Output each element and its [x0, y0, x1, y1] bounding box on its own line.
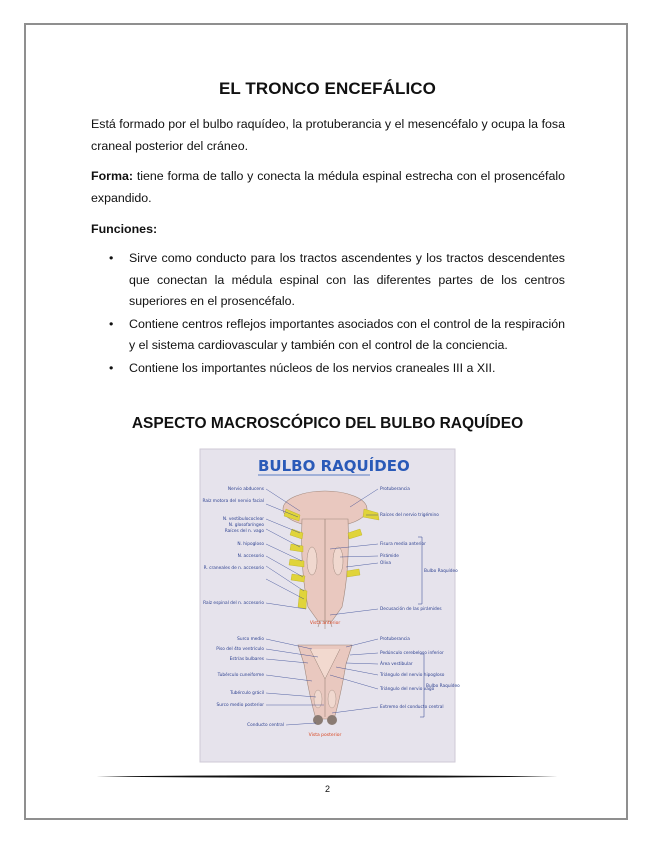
- funciones-list: [91, 248, 565, 380]
- svg-text:Decusación de las pirámides: Decusación de las pirámides: [380, 607, 442, 612]
- forma-text: tiene forma de tallo y conecta la médula espinal estrecha con el prosencéfalo expandido.: [91, 169, 565, 205]
- svg-text:R. craneales de n. accesorio: R. craneales de n. accesorio: [203, 566, 264, 571]
- forma-paragraph: [91, 165, 565, 209]
- svg-text:Protuberancia: Protuberancia: [380, 487, 410, 492]
- svg-text:N. accesorio: N. accesorio: [237, 554, 264, 559]
- footer-rule: [96, 775, 558, 778]
- page-title: EL TRONCO ENCEFÁLICO: [218, 79, 437, 98]
- svg-text:Tubérculo grácil: Tubérculo grácil: [230, 691, 264, 696]
- svg-text:Surco medio posterior: Surco medio posterior: [216, 703, 264, 708]
- svg-text:Triángulo del nervio hipogloso: Triángulo del nervio hipogloso: [380, 673, 445, 678]
- section-subtitle: ASPECTO MACROSCÓPICO DEL BULBO RAQUÍDEO: [131, 415, 524, 432]
- funcion-item: • Contiene los importantes núcleos de los nervios craneales III a XII.: [91, 358, 565, 380]
- funciones-heading: Funciones:: [91, 222, 158, 236]
- page-number: 2: [324, 784, 330, 794]
- medulla-oblongata-figure: [200, 449, 460, 762]
- svg-text:Nervio abducens: Nervio abducens: [227, 487, 264, 492]
- svg-text:Tubérculo cuneiforme: Tubérculo cuneiforme: [217, 673, 264, 678]
- svg-text:Raíces del nervio trigémino: Raíces del nervio trigémino: [380, 513, 439, 518]
- svg-text:Surco medio: Surco medio: [237, 637, 264, 642]
- svg-text:Piso del 4to ventrículo: Piso del 4to ventrículo: [216, 647, 264, 652]
- svg-text:Raíces del n. vago: Raíces del n. vago: [224, 529, 264, 534]
- svg-text:Fisura media anterior: Fisura media anterior: [380, 542, 426, 547]
- funcion-item: • Contiene centros reflejos importantes asociados con el control de la respiración y el sistema cardiovascular y también con el control de la conciencia.: [91, 314, 565, 357]
- svg-text:Pirámide: Pirámide: [380, 554, 399, 559]
- forma-label: Forma:: [91, 169, 133, 183]
- svg-text:Raíz espinal del n. accesorio: Raíz espinal del n. accesorio: [203, 601, 264, 606]
- funcion-item: • Sirve como conducto para los tractos ascendentes y los tractos descendentes que conectan la médula espinal con las diferentes partes de los centros superiores en el prosencéfalo.: [91, 248, 565, 313]
- posterior-caption: Vista posterior: [308, 733, 342, 738]
- svg-text:Oliva: Oliva: [380, 561, 391, 566]
- svg-text:Extremo del conducto central: Extremo del conducto central: [380, 705, 444, 710]
- svg-text:Estrías bulbares: Estrías bulbares: [229, 657, 264, 662]
- svg-text:N. hipogloso: N. hipogloso: [237, 542, 264, 547]
- svg-text:Área vestibular: Área vestibular: [380, 662, 413, 667]
- svg-text:Raíz motora del nervio facial: Raíz motora del nervio facial: [202, 499, 264, 504]
- svg-text:Protuberancia: Protuberancia: [380, 637, 410, 642]
- svg-text:Pedúnculo cerebeloso inferior: Pedúnculo cerebeloso inferior: [380, 651, 444, 656]
- svg-text:N. glosofaríngeo: N. glosofaríngeo: [228, 523, 264, 528]
- svg-text:N. vestibulococlear: N. vestibulococlear: [222, 517, 264, 522]
- anterior-brace-label: Bulbo Raquídeo: [424, 569, 458, 574]
- intro-paragraph: Está formado por el bulbo raquídeo, la protuberancia y el mesencéfalo y ocupa la fosa craneal posterior del cráneo.: [91, 117, 565, 153]
- svg-text:Conducto central: Conducto central: [247, 723, 284, 728]
- figure-title: BULBO RAQUÍDEO: [258, 457, 410, 475]
- svg-text:Triángulo del nervio vago: Triángulo del nervio vago: [380, 687, 435, 692]
- posterior-brace-label: Bulbo Raquídeo: [426, 684, 460, 689]
- anterior-caption: Vista anterior: [309, 621, 341, 626]
